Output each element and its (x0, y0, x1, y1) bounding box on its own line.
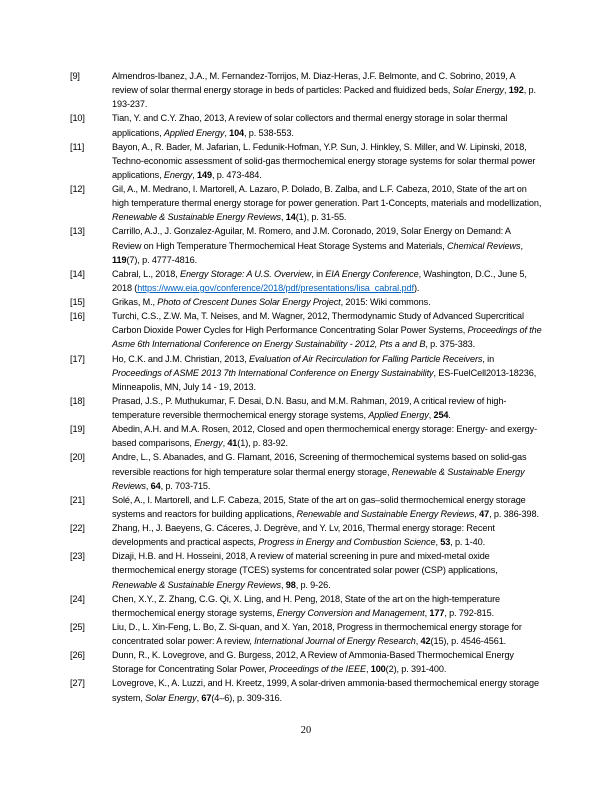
reference-title-italic: Evaluation of Air Recirculation for Falling Particle Receivers (248, 353, 483, 364)
reference-text (112, 422, 542, 450)
reference-title-italic: Renewable & Sustainable Energy Reviews (112, 579, 281, 590)
reference-text-run: Dizaji, H.B. and H. Hosseini, 2018, A review of material screening in pure and mixed-metal oxide thermochemical energy storage (TCES) systems for concentrated solar power (CSP) applications, (112, 551, 498, 576)
reference-volume-bold: 98 (285, 579, 296, 590)
reference-text-run: Chen, X.Y., Z. Zhang, C.G. Qi, X. Ling, and H. Peng, 2018, State of the art on the high-temperature thermochemical energy storage systems, (112, 593, 501, 618)
reference-text-run: Tian, Y. and C.Y. Zhao, 2013, A review of solar collectors and thermal energy storage in solar thermal applications, (112, 113, 508, 138)
reference-number: [21] (70, 494, 85, 505)
reference-entry (70, 493, 542, 521)
reference-text-run: Turchi, C.S., Z.W. Ma, T. Neises, and M. Wagner, 2012, Thermodynamic Study of Advanced Supercritical Carbon Dioxide Power Cycles for High Performance Concentrating Solar Power Systems, (112, 311, 524, 336)
reference-text-run: , (145, 480, 151, 491)
reference-text-run: ). (413, 282, 420, 293)
reference-text-run: (2), p. 391-400. (385, 664, 447, 675)
reference-entry (70, 648, 542, 676)
reference-text (112, 295, 542, 309)
reference-entry (70, 521, 542, 549)
reference-text-run: Bayon, A., R. Bader, M. Jafarian, L. Fedunik-Hofman, Y.P. Sun, J. Hinkley, S. Miller, and W. Lipinski, 2018, Techno-economic assessment of solid-gas thermochemical energy storage systems for solar thermal power applications, (112, 141, 536, 180)
reference-entry (70, 267, 542, 295)
reference-title-italic: Proceedings of ASME 2013 7th International Conference on Energy Sustainability (112, 367, 434, 378)
reference-text-run: , p. 538-553. (244, 127, 294, 138)
reference-volume-bold: 53 (440, 537, 451, 548)
reference-text-run: , in (311, 268, 326, 279)
page-number: 20 (300, 725, 312, 736)
reference-entry (70, 549, 542, 591)
reference-entry (70, 592, 542, 620)
reference-text-run: Carrillo, A.J., J. Gonzalez-Aguilar, M. Romero, and J.M. Coronado, 2019, Solar Energy on Demand: A Review on High Temperature Thermochemical Heat Storage Systems and Materials, (112, 226, 511, 251)
reference-title-italic: Progress in Energy and Combustion Science (258, 537, 436, 548)
reference-list (70, 69, 542, 705)
reference-number: [27] (70, 678, 85, 689)
reference-text (112, 549, 542, 591)
reference-text (112, 69, 542, 111)
reference-entry (70, 309, 542, 351)
reference-text-run: Liu, D., L. Xin-Feng, L. Bo, Z. Si-quan, and X. Yan, 2018, Progress in thermochemical energy storage for concentrated solar power: A review, (112, 621, 522, 646)
reference-title-italic: Energy Conversion and Management (276, 607, 425, 618)
reference-number: [25] (70, 621, 85, 632)
reference-text (112, 182, 542, 224)
reference-number: [14] (70, 268, 85, 279)
reference-text-run: , in (482, 353, 495, 364)
reference-entry (70, 352, 542, 394)
reference-title-italic: Solar Energy (145, 692, 197, 703)
reference-text-run: (1), p. 31-55. (295, 212, 347, 223)
reference-entry (70, 422, 542, 450)
reference-text-run: , (280, 579, 286, 590)
reference-number: [22] (70, 523, 85, 533)
reference-text-run: (4–6), p. 309-316. (211, 692, 282, 703)
reference-volume-bold: 64 (150, 480, 161, 491)
reference-text-run: (7), p. 4777-4816. (126, 254, 198, 265)
reference-text (112, 352, 542, 394)
reference-text-run: , (224, 127, 230, 138)
reference-number: [24] (70, 593, 85, 604)
reference-text-run: , (192, 169, 197, 180)
reference-title-italic: Renewable and Sustainable Energy Reviews (296, 508, 475, 519)
reference-entry (70, 676, 542, 704)
reference-text-run: , (428, 410, 434, 420)
reference-text-run: , (365, 664, 371, 675)
reference-entry (70, 394, 542, 422)
reference-entry (70, 182, 542, 224)
reference-entry (70, 69, 542, 111)
reference-volume-bold: 192 (508, 85, 524, 96)
reference-text-run: , (280, 212, 286, 223)
reference-text (112, 521, 542, 549)
reference-number: [13] (70, 226, 85, 237)
reference-text-run: , (222, 438, 228, 449)
reference-number: [9] (70, 71, 80, 81)
reference-title-italic: International Journal of Energy Research (254, 636, 416, 646)
reference-text-run: , p. 9-26. (295, 579, 331, 590)
reference-number: [11] (70, 141, 85, 152)
reference-text-run: , (474, 508, 480, 519)
reference-number: [23] (70, 551, 85, 562)
reference-text (112, 592, 542, 620)
reference-volume-bold: 14 (285, 212, 296, 223)
reference-text-run: Gil, A., M. Medrano, I. Martorell, A. Lazaro, P. Dolado, B. Zalba, and L.F. Cabeza, 2010, State of the art on high temperature thermal energy storage for power generation. Part 1-Concepts, materials and modellization, (112, 184, 542, 209)
reference-hyperlink[interactable]: https://www.eia.gov/conference/2018/pdf/presentations/lisa_cabral.pdf (137, 282, 414, 293)
reference-volume-bold: 254 (433, 410, 449, 420)
reference-text (112, 648, 542, 676)
reference-number: [20] (70, 452, 85, 463)
reference-volume-bold: 177 (429, 607, 445, 618)
reference-title-italic: Renewable & Sustainable Energy Reviews (112, 212, 281, 223)
reference-text-run: , p. 792-815. (444, 607, 495, 618)
reference-text-run: Cabral, L., 2018, (112, 268, 180, 279)
reference-entry (70, 620, 542, 648)
reference-text-run: Solé, A., I. Martorell, and L.F. Cabeza, 2015, State of the art on gas–solid thermochemical energy storage systems and reactors for building applications, (112, 494, 526, 519)
reference-entry (70, 140, 542, 182)
reference-volume-bold: 149 (196, 169, 212, 180)
reference-number: [17] (70, 353, 85, 364)
reference-text-run: , (520, 240, 523, 251)
reference-text-run: , (424, 607, 430, 618)
reference-title-italic: Applied Energy (163, 127, 225, 138)
reference-number: [19] (70, 424, 85, 435)
reference-text (112, 493, 542, 521)
reference-text-run: Dunn, R., K. Lovegrove, and G. Burgess, 2012, A Review of Ammonia-Based Thermochemical Energy Storage for Concentrating Solar Power, (112, 650, 514, 675)
reference-text (112, 676, 542, 704)
reference-text-run: Prasad, J.S., P. Muthukumar, F. Desai, D.N. Basu, and M.M. Rahman, 2019, A critical review of high-temperature reversible thermochemical energy storage systems, (112, 395, 507, 420)
reference-title-italic: EIA Energy Conference (325, 268, 419, 279)
reference-title-italic: Energy (194, 438, 223, 449)
reference-entry (70, 450, 542, 492)
reference-title-italic: Proceedings of the Asme 6th International Conference on Energy Sustainability - 2012, Pts a and B (112, 325, 542, 350)
reference-text-run: (15), p. 4546-4561. (430, 636, 507, 646)
reference-number: [12] (70, 184, 85, 194)
reference-text-run: , p. 1-40. (450, 537, 486, 548)
reference-number: [15] (70, 297, 85, 307)
reference-text (112, 140, 542, 182)
reference-title-italic: Applied Energy (368, 410, 429, 420)
reference-text-run: Almendros-Ibanez, J.A., M. Fernandez-Torrijos, M. Diaz-Heras, J.F. Belmonte, and C. Sobrino, 2019, A review of solar thermal energy storage in beds of particles: Packed and fluidized beds, (112, 71, 516, 96)
reference-text-run: , p. 703-715. (160, 480, 211, 491)
reference-title-italic: Renewable & Sustainable Energy Reviews (112, 466, 525, 491)
reference-text-run: , (435, 537, 441, 548)
reference-text-run: , Washington, D.C., June 5, 2018 ( (112, 268, 527, 293)
reference-text-run: , (504, 85, 509, 96)
reference-text (112, 267, 542, 295)
reference-entry (70, 295, 542, 309)
reference-text-run: Abedin, A.H. and M.A. Rosen, 2012, Closed and open thermochemical energy storage: Energy- and exergy-based comparisons, (112, 424, 538, 449)
reference-text (112, 394, 542, 422)
reference-text (112, 111, 542, 139)
reference-number: [26] (70, 650, 85, 661)
reference-title-italic: Photo of Crescent Dunes Solar Energy Project (157, 297, 341, 307)
reference-text-run: , (415, 636, 421, 646)
reference-text-run: Ho, C.K. and J.M. Christian, 2013, (112, 353, 249, 364)
reference-text (112, 309, 542, 351)
reference-text-run: , p. 386-398. (489, 508, 539, 519)
reference-title-italic: Chemical Reviews (447, 240, 521, 251)
reference-number: [10] (70, 113, 85, 124)
reference-volume-bold: 100 (370, 664, 386, 675)
reference-title-italic: Proceedings of the IEEE (269, 664, 366, 675)
reference-volume-bold: 119 (112, 254, 127, 265)
reference-title-italic: Solar Energy (452, 85, 505, 96)
reference-title-italic: Energy (163, 169, 193, 180)
reference-text-run: , p. 375-383. (425, 339, 476, 350)
reference-entry (70, 224, 542, 266)
reference-text-run: , 2015: Wiki commons. (340, 297, 431, 307)
reference-text-run: , ES-FuelCell2013-18236, Minneapolis, MN, July 14 - 19, 2013. (112, 367, 537, 392)
reference-volume-bold: 67 (201, 692, 212, 703)
reference-text-run: Zhang, H., J. Baeyens, G. Cáceres, J. Degrève, and Y. Lv, 2016, Thermal energy storage: Recent developments and practical aspects, (112, 523, 495, 548)
reference-text (112, 224, 542, 266)
reference-entry (70, 111, 542, 139)
reference-volume-bold: 42 (420, 636, 431, 646)
reference-text-run: (1), p. 83-92. (237, 438, 288, 449)
reference-text-run: , p. 193-237. (112, 85, 536, 110)
reference-volume-bold: 104 (229, 127, 245, 138)
reference-text-run: . (448, 410, 451, 420)
reference-title-italic: Energy Storage: A U.S. Overview (179, 268, 312, 279)
reference-volume-bold: 47 (479, 508, 490, 519)
reference-text-run: , p. 473-484. (211, 169, 262, 180)
reference-number: [18] (70, 395, 85, 406)
reference-text-run: Andre, L., S. Abanades, and G. Flamant, 2016, Screening of thermochemical systems based on solid-gas reversible reactions for high temperature solar thermal energy storage, (112, 452, 527, 477)
reference-text (112, 450, 542, 492)
reference-text-run: Lovegrove, K., A. Luzzi, and H. Kreetz, 1999, A solar-driven ammonia-based thermochemical energy storage system, (112, 678, 539, 703)
reference-text (112, 620, 542, 648)
reference-text-run: , (196, 692, 202, 703)
reference-volume-bold: 41 (227, 438, 238, 449)
reference-number: [16] (70, 311, 85, 322)
reference-text-run: Grikas, M., (112, 297, 158, 307)
